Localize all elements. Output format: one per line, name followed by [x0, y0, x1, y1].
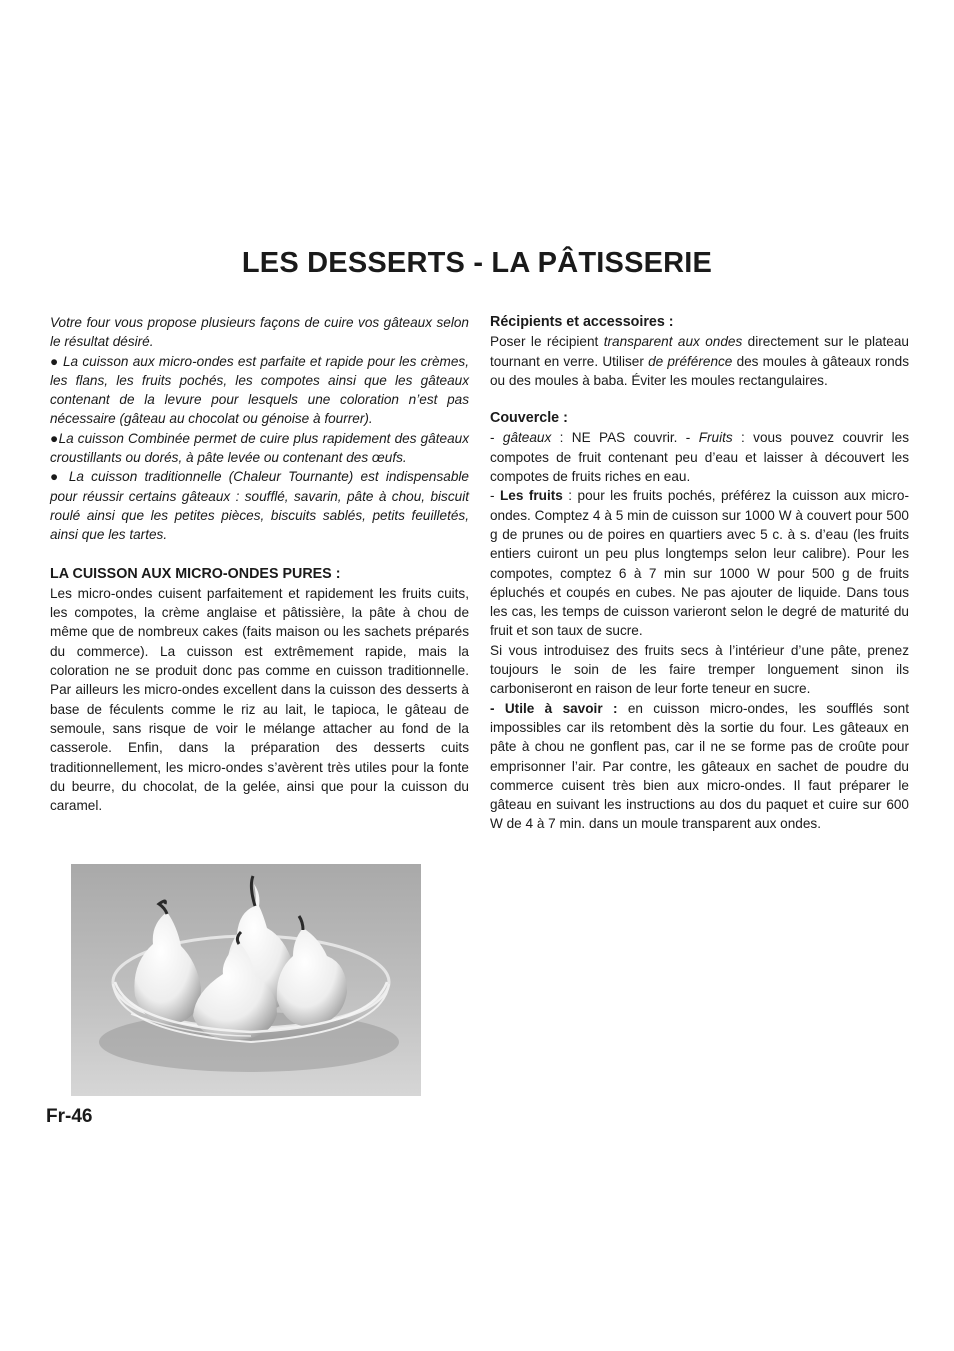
recipients-paragraph: Poser le récipient transparent aux ondes directement sur le plateau tournant en verre. Utiliser de préférence des moules à gâteaux ronds ou des moules à baba. Éviter les moules rectangulaires.: [490, 334, 910, 388]
bullet-icon: ●: [50, 469, 62, 485]
section-heading-couvercle: Couvercle :: [490, 410, 568, 427]
micro-ondes-paragraph: Les micro-ondes cuisent parfaitement et rapidement les fruits cuits, les compotes, la crème anglaise et pâtissière, la pâte à chou de même que de nombreux cakes (faits maison ou les sachets préparés du commerce). La cuisson est extrêmement rapide, mais la coloration ne se produit donc pas comme en cuisson traditionnelle. Par ailleurs les micro-ondes excellent dans la cuisson des desserts à base de féculents comme le riz au lait, le tapioca, le gâteau de semoule, sans risque de voir le mélange attacher au fond de la casserole. Enfin, dans la préparation des desserts cuits traditionnellement, les micro-ondes s’avèrent très utiles pour la fonte du beurre, du chocolat, de la gelée, ainsi que pour la cuisson du caramel.: [50, 585, 469, 814]
page-number: Fr-46: [46, 1106, 93, 1127]
utile-paragraph: - Utile à savoir : en cuisson micro-ondes, les soufflés sont impossibles car ils retombent dès la sortie du four. Les gâteaux en pâte à chou ne gonflent pas, car il ne se forme pas de croûte pour emprisonner l’air. Par contre, les gâteaux en sachet de poudre du commerce cuisent très bien aux micro-ondes. Il faut préparer le gâteau en suivant les instructions au dos du paquet et cuire sur 600 W de 4 à 7 min. dans un moule transparent aux ondes.: [490, 700, 909, 832]
page-title: LES DESSERTS - LA PÂTISSERIE: [241, 247, 713, 279]
bullet-icon: ●: [50, 430, 59, 446]
pears-in-glass-dish-photo: [71, 864, 421, 1096]
bullet-icon: ●: [50, 353, 59, 369]
section-heading-micro-ondes: LA CUISSON AUX MICRO-ONDES PURES :: [50, 565, 341, 582]
intro-paragraph: Votre four vous propose plusieurs façons de cuire vos gâteaux selon le résultat désiré.: [50, 315, 469, 350]
bullet-combinee: ●La cuisson Combinée permet de cuire plus rapidement des gâteaux croustillants ou dorés, à pâte levée ou contenant des œufs.: [50, 430, 469, 466]
fruits-paragraph: - Les fruits : pour les fruits pochés, préférez la cuisson aux micro-ondes. Comptez 4 à 5 min de cuisson sur 1000 W à couvert pour 500 g de prunes ou de poires en quartiers avec 5 c. à s. d’eau (les fruits entiers cuiront un peu plus longtemps selon leur calibre). Pour les compotes, comptez 6 à 7 min sur 1000 W pour 500 g de fruits épluchés et coupés en cubes. Ne pas ajouter de liquide. Dans tous les cas, les temps de cuisson varieront selon le degré de maturité du fruit et son taux de sucre.: [490, 488, 909, 639]
couvercle-paragraph: - gâteaux : NE PAS couvrir. - Fruits : vous pouvez couvrir les compotes de fruit contenant peu d’eau et laisser à découvert les compotes de fruits riches en eau.: [490, 430, 910, 485]
right-column: [490, 313, 909, 834]
bullet-micro-ondes: ● La cuisson aux micro-ondes est parfaite et rapide pour les crèmes, les flans, les fruits pochés, les compotes ainsi que les gâteaux contenant de la levure pour lesquels une coloration n’est pas nécessaire (gâteau au chocolat ou génoise à fourrer).: [50, 353, 470, 427]
bullet-traditionnelle: ● La cuisson traditionnelle (Chaleur Tournante) est indispensable pour réussir certains gâteaux : soufflé, savarin, pâte à chou, biscuit roulé ainsi que les petites pièces, biscuits sablés, petits feuilletés, ainsi que les tartes.: [50, 469, 469, 543]
section-heading-recipients: Récipients et accessoires :: [490, 314, 674, 330]
fruits-secs-paragraph: Si vous introduisez des fruits secs à l’intérieur d’une pâte, prenez toujours le soin de les faire tremper longuement sinon ils carboniseront en raison de leur forte teneur en sucre.: [490, 642, 909, 697]
left-column: [50, 313, 469, 815]
